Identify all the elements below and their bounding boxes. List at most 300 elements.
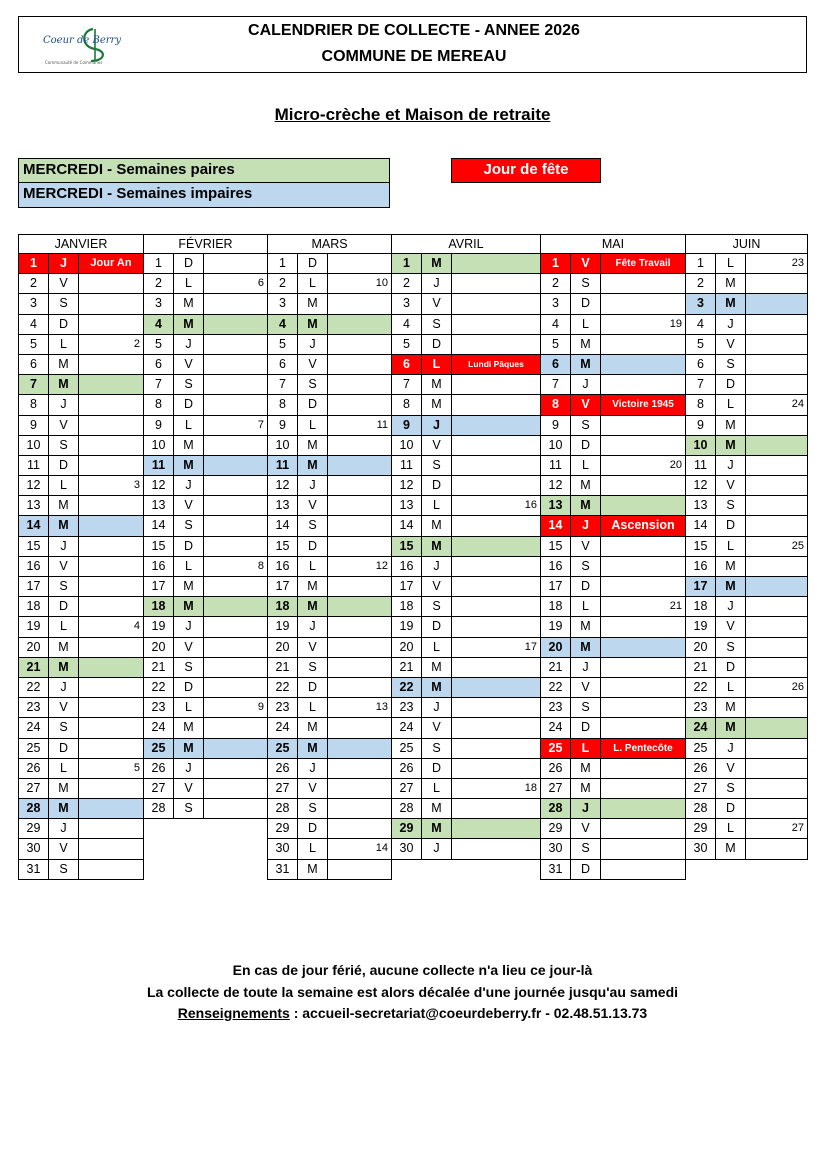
week-number: 26 [791,680,804,693]
day-number: 7 [268,375,298,394]
day-row [540,456,686,476]
footer-contact [18,1003,807,1025]
day-row [143,436,268,456]
weekday-letter: L [716,254,746,273]
day-number: 24 [392,718,422,737]
day-row [685,436,808,456]
day-row [143,375,268,395]
weekday-letter: S [174,375,204,394]
weekday-letter: M [716,274,746,293]
day-number: 1 [541,254,571,273]
weekday-letter: M [49,496,79,515]
day-row [267,718,392,738]
day-row [18,395,144,415]
weekday-letter: V [298,496,328,515]
day-row [267,294,392,314]
weekday-letter: V [49,698,79,717]
day-row [540,355,686,375]
day-row [18,799,144,819]
day-number: 2 [19,274,49,293]
day-row [540,819,686,839]
day-row [267,395,392,415]
week-number: 23 [791,257,804,269]
day-number: 9 [392,416,422,435]
day-row [685,516,808,536]
day-row [685,355,808,375]
weekday-letter: S [49,577,79,596]
day-row [18,698,144,718]
day-number: 12 [268,476,298,495]
day-row [685,658,808,678]
day-number: 14 [392,516,422,535]
day-number: 5 [686,335,716,354]
weekday-letter: D [298,395,328,414]
day-number: 27 [268,779,298,798]
day-number: 13 [541,496,571,515]
day-row [143,779,268,799]
day-number: 5 [19,335,49,354]
weekday-letter: V [422,436,452,455]
day-number: 5 [268,335,298,354]
day-number: 13 [19,496,49,515]
month-column-4 [540,234,686,880]
weekday-letter: M [174,294,204,313]
day-number: 5 [144,335,174,354]
day-row [685,839,808,859]
day-row [143,335,268,355]
day-number: 30 [19,839,49,858]
day-row [540,254,686,274]
day-number: 5 [541,335,571,354]
day-number: 29 [392,819,422,838]
day-row [540,759,686,779]
day-number: 22 [686,678,716,697]
day-number: 2 [268,274,298,293]
weekday-letter: V [298,779,328,798]
week-number: 21 [669,600,682,613]
day-number: 15 [144,537,174,556]
day-number: 27 [392,779,422,798]
weekday-letter: V [298,355,328,374]
weekday-letter: M [571,476,601,495]
day-row [391,335,541,355]
day-row [143,577,268,597]
weekday-letter: M [298,860,328,879]
day-number: 29 [19,819,49,838]
weekday-letter: V [716,759,746,778]
day-number: 1 [392,254,422,273]
day-row [267,617,392,637]
day-row [18,658,144,678]
day-number: 2 [392,274,422,293]
month-column-0 [18,234,144,880]
week-number: 8 [257,559,264,572]
day-row [267,759,392,779]
weekday-letter: J [49,254,79,273]
weekday-letter: S [571,557,601,576]
day-row [267,577,392,597]
weekday-letter: S [571,839,601,858]
weekday-letter: D [174,537,204,556]
weekday-letter: L [422,638,452,657]
weekday-letter: J [571,375,601,394]
day-number: 22 [392,678,422,697]
day-row [267,819,392,839]
weekday-letter: L [422,779,452,798]
day-row [391,436,541,456]
day-number: 27 [144,779,174,798]
weekday-letter: D [716,516,746,535]
week-number: 5 [133,761,140,774]
day-number: 14 [144,516,174,535]
legend-holiday: Jour de fête [451,158,601,183]
day-row [391,658,541,678]
day-number: 4 [268,315,298,334]
page-title: CALENDRIER DE COLLECTE - ANNEE 2026 [248,22,580,39]
day-row [391,274,541,294]
day-row [18,860,144,880]
day-row [143,718,268,738]
day-number: 23 [392,698,422,717]
day-number: 20 [268,638,298,657]
weekday-letter: M [571,355,601,374]
weekday-letter: M [422,819,452,838]
weekday-letter: S [174,799,204,818]
day-row [267,799,392,819]
day-row [685,638,808,658]
day-number: 24 [144,718,174,737]
day-row [267,516,392,536]
weekday-letter: M [174,577,204,596]
day-row [18,577,144,597]
day-number: 14 [19,516,49,535]
day-number: 3 [686,294,716,313]
day-number: 4 [541,315,571,334]
day-row [143,516,268,536]
weekday-letter: M [49,375,79,394]
weekday-letter: L [49,759,79,778]
day-row [391,638,541,658]
weekday-letter: M [422,678,452,697]
day-row [685,375,808,395]
day-row [391,839,541,859]
day-number: 3 [268,294,298,313]
day-number: 26 [19,759,49,778]
weekday-letter: L [571,739,601,758]
day-row [685,678,808,698]
weekday-letter: M [174,436,204,455]
weekday-letter: S [422,315,452,334]
day-number: 9 [144,416,174,435]
day-number: 25 [19,739,49,758]
day-number: 8 [268,395,298,414]
day-number: 31 [541,860,571,879]
day-row [540,537,686,557]
day-number: 6 [392,355,422,374]
day-row [685,456,808,476]
day-number: 16 [392,557,422,576]
month-column-3 [391,234,541,860]
week-number: 6 [257,277,264,290]
weekday-letter: M [174,739,204,758]
day-number: 24 [19,718,49,737]
day-row [685,799,808,819]
weekday-letter: D [716,658,746,677]
day-row [540,718,686,738]
day-row [143,496,268,516]
weekday-letter: S [422,456,452,475]
day-row [267,496,392,516]
day-row [267,698,392,718]
weekday-letter: L [174,698,204,717]
month-column-2 [267,234,392,880]
weekday-letter: D [49,315,79,334]
day-row [18,315,144,335]
day-number: 22 [268,678,298,697]
day-row [267,658,392,678]
weekday-letter: M [571,779,601,798]
day-number: 19 [392,617,422,636]
weekday-letter: L [174,274,204,293]
weekday-letter: S [298,658,328,677]
day-number: 8 [392,395,422,414]
day-row [18,597,144,617]
holiday-name: Fête Travail [601,254,685,273]
day-number: 30 [541,839,571,858]
day-row [143,698,268,718]
day-row [143,456,268,476]
day-number: 7 [541,375,571,394]
footer-line-1: En cas de jour férié, aucune collecte n'a lieu ce jour-là [232,962,593,978]
day-number: 17 [19,577,49,596]
weekday-letter: M [716,577,746,596]
week-number: 18 [524,781,537,794]
weekday-letter: M [716,416,746,435]
weekday-letter: D [298,678,328,697]
day-number: 18 [541,597,571,616]
day-number: 28 [392,799,422,818]
month-header: JANVIER [18,234,144,254]
weekday-letter: D [571,436,601,455]
day-number: 20 [144,638,174,657]
weekday-letter: M [422,799,452,818]
weekday-letter: M [174,718,204,737]
day-row [540,638,686,658]
day-number: 17 [541,577,571,596]
day-row [391,315,541,335]
day-number: 7 [144,375,174,394]
day-row [18,819,144,839]
weekday-letter: D [49,456,79,475]
day-row [685,718,808,738]
weekday-letter: M [716,294,746,313]
contact-label: Renseignements [177,1005,290,1021]
holiday-name: Lundi Pâques [452,355,540,374]
day-number: 23 [144,698,174,717]
weekday-letter: S [571,274,601,293]
weekday-letter: M [571,638,601,657]
day-row [18,294,144,314]
month-header: MARS [267,234,392,254]
day-row [18,678,144,698]
weekday-letter: M [49,799,79,818]
day-number: 9 [686,416,716,435]
day-row [685,274,808,294]
day-row [18,638,144,658]
day-row [685,819,808,839]
day-row [267,315,392,335]
weekday-letter: M [422,516,452,535]
commune-name: COMMUNE DE MEREAU [321,48,507,65]
day-number: 25 [686,739,716,758]
day-number: 28 [268,799,298,818]
day-row [18,436,144,456]
weekday-letter: J [174,617,204,636]
weekday-letter: S [49,436,79,455]
day-row [391,537,541,557]
day-number: 27 [686,779,716,798]
day-number: 20 [392,638,422,657]
day-row [18,274,144,294]
day-row [267,597,392,617]
day-row [540,617,686,637]
weekday-letter: M [49,779,79,798]
day-number: 22 [19,678,49,697]
weekday-letter: D [49,597,79,616]
weekday-letter: L [716,537,746,556]
page-subtitle: Micro-crèche et Maison de retraite [274,105,551,124]
day-number: 28 [686,799,716,818]
weekday-letter: J [716,739,746,758]
day-row [391,294,541,314]
day-number: 23 [686,698,716,717]
day-row [540,597,686,617]
day-number: 14 [268,516,298,535]
day-number: 18 [686,597,716,616]
day-number: 24 [686,718,716,737]
day-row [391,759,541,779]
weekday-letter: M [49,638,79,657]
day-number: 1 [144,254,174,273]
holiday-name: Ascension [601,516,685,535]
week-number: 25 [791,539,804,552]
day-number: 13 [686,496,716,515]
weekday-letter: J [716,456,746,475]
day-number: 4 [392,315,422,334]
weekday-letter: V [49,274,79,293]
weekday-letter: S [298,516,328,535]
day-number: 26 [686,759,716,778]
weekday-letter: S [716,496,746,515]
weekday-letter: J [49,678,79,697]
day-row [267,436,392,456]
weekday-letter: V [571,254,601,273]
weekday-letter: D [174,678,204,697]
day-number: 10 [268,436,298,455]
weekday-letter: D [422,759,452,778]
weekday-letter: D [422,476,452,495]
weekday-letter: L [298,274,328,293]
day-number: 9 [19,416,49,435]
weekday-letter: L [571,597,601,616]
day-row [18,496,144,516]
day-number: 16 [144,557,174,576]
day-row [267,375,392,395]
day-row [540,577,686,597]
day-number: 2 [541,274,571,293]
day-number: 19 [268,617,298,636]
day-number: 19 [19,617,49,636]
day-number: 3 [144,294,174,313]
week-number: 14 [375,842,388,855]
week-number: 16 [524,499,537,512]
day-number: 21 [541,658,571,677]
weekday-letter: M [49,658,79,677]
week-number: 11 [376,418,388,431]
month-header: FÉVRIER [143,234,268,254]
weekday-letter: L [49,335,79,354]
day-number: 12 [392,476,422,495]
day-number: 30 [268,839,298,858]
day-number: 9 [541,416,571,435]
weekday-letter: M [422,658,452,677]
day-number: 12 [144,476,174,495]
day-row [143,355,268,375]
day-row [143,739,268,759]
week-number: 12 [375,559,388,572]
month-header: JUIN [685,234,808,254]
week-number: 10 [375,277,388,290]
weekday-letter: J [422,416,452,435]
day-number: 16 [268,557,298,576]
day-row [391,718,541,738]
day-number: 21 [268,658,298,677]
day-number: 11 [19,456,49,475]
day-row [540,274,686,294]
weekday-letter: D [422,617,452,636]
weekday-letter: L [49,476,79,495]
day-number: 18 [19,597,49,616]
day-row [685,395,808,415]
day-row [685,779,808,799]
day-number: 27 [19,779,49,798]
day-row [540,395,686,415]
weekday-letter: J [174,476,204,495]
day-number: 15 [686,537,716,556]
weekday-letter: J [174,759,204,778]
day-row [391,819,541,839]
weekday-letter: V [716,476,746,495]
day-number: 6 [541,355,571,374]
day-number: 28 [541,799,571,818]
week-number: 17 [524,640,537,653]
week-number: 9 [257,701,264,714]
weekday-letter: M [298,597,328,616]
weekday-letter: D [298,254,328,273]
weekday-letter: L [298,698,328,717]
weekday-letter: V [422,577,452,596]
day-row [18,779,144,799]
weekday-letter: M [174,597,204,616]
day-row [143,658,268,678]
day-row [143,678,268,698]
day-row [540,557,686,577]
day-number: 8 [686,395,716,414]
day-number: 25 [268,739,298,758]
weekday-letter: D [716,799,746,818]
day-row [540,436,686,456]
weekday-letter: S [422,597,452,616]
